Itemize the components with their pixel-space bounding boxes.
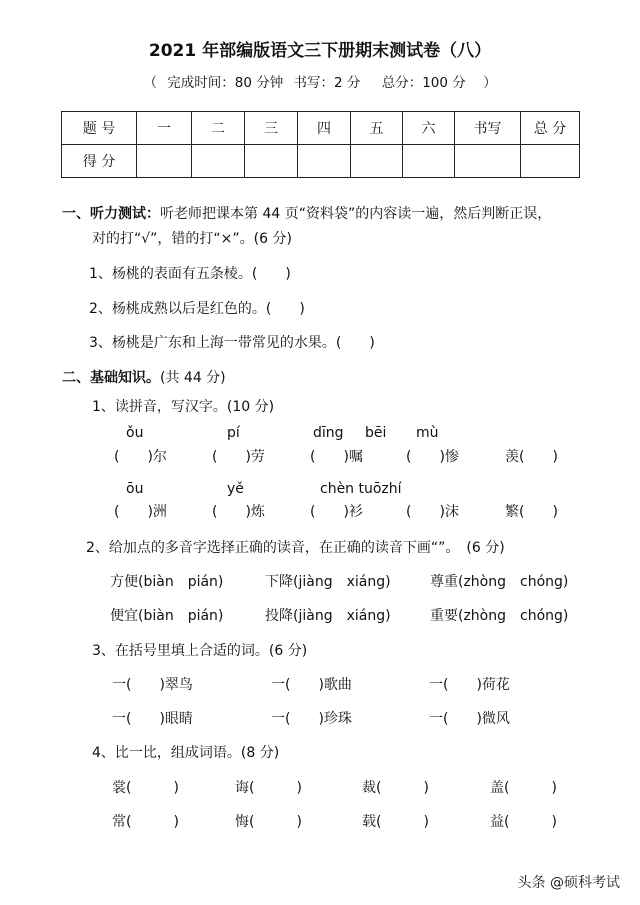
- polyphone-item: [430, 571, 568, 591]
- polyphone-word: 投降: [265, 608, 293, 624]
- score-cell[interactable]: [245, 145, 298, 178]
- polyphone-word: 便宜: [110, 608, 138, 624]
- score-header-cell: 题 号: [62, 112, 137, 145]
- char-blank[interactable]: ( )劳: [212, 449, 265, 465]
- score-header-cell: 二: [192, 112, 245, 145]
- fill-blank[interactable]: 一( )荷花: [429, 677, 510, 693]
- fill-blank[interactable]: 一( )歌曲: [271, 677, 352, 693]
- score-header-cell: 四: [298, 112, 351, 145]
- score-header-cell: 六: [403, 112, 455, 145]
- polyphone-options[interactable]: (zhòng chóng): [458, 608, 569, 624]
- pinyin: ǒu: [126, 425, 144, 441]
- char-blank[interactable]: ( )沫: [406, 504, 459, 520]
- polyphone-options[interactable]: (jiàng xiáng): [293, 574, 391, 590]
- score-cell[interactable]: [298, 145, 351, 178]
- score-cell[interactable]: [137, 145, 192, 178]
- fill-blank[interactable]: 一( )眼睛: [112, 711, 193, 727]
- score-cell[interactable]: [192, 145, 245, 178]
- q4-label: 4、比一比，组成词语。(8 分): [92, 745, 280, 761]
- compare-blank[interactable]: 诲( ): [235, 780, 302, 796]
- score-header-cell: 书写: [455, 112, 521, 145]
- score-cell[interactable]: [521, 145, 580, 178]
- section2-heading-line: [62, 367, 226, 387]
- polyphone-word: 重要: [430, 608, 458, 624]
- compare-blank[interactable]: 悔( ): [235, 814, 302, 830]
- polyphone-options[interactable]: (biàn pián): [138, 608, 224, 624]
- score-row-label: 得 分: [62, 145, 137, 178]
- section1-instruction: 听老师把课本第 44 页“资料袋”的内容读一遍，然后判断正误，: [160, 206, 552, 222]
- pinyin: yě: [227, 481, 244, 497]
- score-header-cell: 一: [137, 112, 192, 145]
- polyphone-item: [265, 605, 391, 625]
- char-blank[interactable]: 羡( ): [505, 449, 558, 465]
- fill-blank[interactable]: 一( )翠鸟: [112, 677, 193, 693]
- score-header-cell: 总 分: [521, 112, 580, 145]
- info-time: 完成时间：80 分钟: [167, 75, 284, 91]
- q3-label: 3、在括号里填上合适的词。(6 分): [92, 643, 308, 659]
- char-blank[interactable]: ( )衫: [310, 504, 363, 520]
- polyphone-item: [110, 605, 223, 625]
- section1-item: 3、杨桃是广东和上海一带常见的水果。( ): [89, 335, 375, 351]
- watermark: 头条 @硕科考试: [517, 875, 620, 891]
- section1-item: 2、杨桃成熟以后是红色的。( ): [89, 301, 305, 317]
- section1-instruction-2: 对的打“√”，错的打“×”。(6 分): [92, 231, 292, 247]
- fill-blank[interactable]: 一( )珍珠: [271, 711, 352, 727]
- info-open: （: [143, 75, 157, 91]
- section2-heading: 二、基础知识。: [62, 370, 160, 386]
- compare-blank[interactable]: 裁( ): [362, 780, 429, 796]
- pinyin: dīng: [313, 425, 344, 441]
- polyphone-item: [265, 571, 391, 591]
- polyphone-options[interactable]: (jiàng xiáng): [293, 608, 391, 624]
- section1-heading: 一、听力测试：: [62, 206, 160, 222]
- compare-blank[interactable]: 盖( ): [490, 780, 557, 796]
- char-blank[interactable]: ( )尔: [114, 449, 167, 465]
- page-title: 2021 年部编版语文三下册期末测试卷（八）: [148, 41, 492, 61]
- exam-info: [0, 71, 640, 91]
- polyphone-word: 尊重: [430, 574, 458, 590]
- char-blank[interactable]: 繁( ): [505, 504, 558, 520]
- section1-line1: [62, 203, 551, 223]
- compare-blank[interactable]: 益( ): [490, 814, 557, 830]
- compare-blank[interactable]: 裳( ): [112, 780, 179, 796]
- polyphone-options[interactable]: (biàn pián): [138, 574, 224, 590]
- compare-blank[interactable]: 载( ): [362, 814, 429, 830]
- score-cell[interactable]: [403, 145, 455, 178]
- polyphone-item: [110, 571, 223, 591]
- pinyin: bēi: [365, 425, 387, 441]
- score-header-cell: 五: [351, 112, 403, 145]
- pinyin: mù: [416, 425, 439, 441]
- section2-points: (共 44 分): [160, 370, 226, 386]
- info-close: ）: [483, 75, 497, 91]
- score-cell[interactable]: [351, 145, 403, 178]
- info-writing: 书写：2 分: [293, 75, 361, 91]
- q1-label: 1、读拼音，写汉字。(10 分): [92, 399, 275, 415]
- char-blank[interactable]: ( )炼: [212, 504, 265, 520]
- compare-blank[interactable]: 常( ): [112, 814, 179, 830]
- score-cell[interactable]: [455, 145, 521, 178]
- char-blank[interactable]: ( )洲: [114, 504, 167, 520]
- polyphone-word: 方便: [110, 574, 138, 590]
- polyphone-options[interactable]: (zhòng chóng): [458, 574, 569, 590]
- q2-label: 2、给加点的多音字选择正确的读音，在正确的读音下画“”。 (6 分): [86, 540, 505, 556]
- pinyin: ōu: [126, 481, 144, 497]
- char-blank[interactable]: ( )嘱: [310, 449, 363, 465]
- polyphone-word: 下降: [265, 574, 293, 590]
- polyphone-item: [430, 605, 568, 625]
- fill-blank[interactable]: 一( )微风: [429, 711, 510, 727]
- score-table: [61, 111, 580, 178]
- score-header-cell: 三: [245, 112, 298, 145]
- char-blank[interactable]: ( )惨: [406, 449, 459, 465]
- section1-item: 1、杨桃的表面有五条棱。( ): [89, 266, 291, 282]
- info-total: 总分：100 分: [381, 75, 466, 91]
- pinyin: chèn tuōzhí: [320, 481, 402, 497]
- pinyin: pí: [227, 425, 240, 441]
